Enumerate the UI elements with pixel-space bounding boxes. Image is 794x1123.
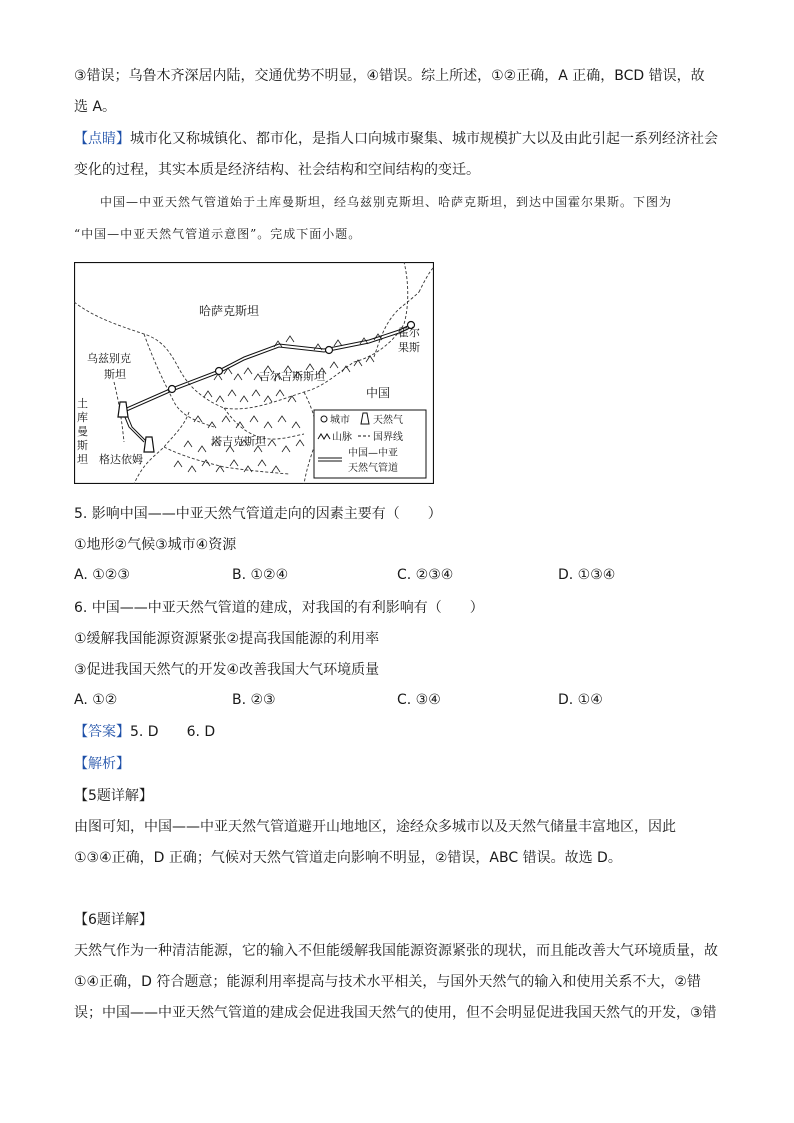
legend-border: 国界线 [373, 432, 403, 443]
pipeline-map [74, 262, 434, 484]
tip-text: 城市化又称城镇化、都市化，是指人口向城市聚集、城市规模扩大以及由此引起一系列经济社会 [130, 131, 718, 147]
label-kyrgyzstan: 吉尔吉斯斯坦 [259, 370, 325, 383]
legend-gas: 天然气 [373, 415, 403, 426]
intro-line-2: “中国—中亚天然气管道示意图”。完成下面小题。 [74, 227, 362, 241]
svg-text:坦: 坦 [77, 453, 88, 466]
detail5-line-1: 由图可知，中国——中亚天然气管道避开山地地区，途经众多城市以及天然气储量丰富地区，因此 [74, 819, 676, 835]
prev-paragraph-line-2: 选 A。 [74, 99, 117, 115]
q5-option-d: D. ①③④ [558, 567, 616, 583]
label-horgos-2: 果斯 [398, 341, 420, 354]
q5-option-c: C. ②③④ [397, 567, 454, 583]
intro-line-1: 中国—中亚天然气管道始于土库曼斯坦，经乌兹别克斯坦、哈萨克斯坦，到达中国霍尔果斯。下图为 [100, 195, 673, 209]
analysis-tag: 【解析】 [74, 756, 130, 772]
svg-text:斯: 斯 [77, 439, 88, 452]
detail6-line-3: 误；中国——中亚天然气管道的建成会促进我国天然气的使用，但不会明显促进我国天然气的开发，③错 [74, 1005, 717, 1021]
label-horgos-1: 霍尔 [398, 326, 420, 339]
label-turkmenistan [77, 396, 88, 466]
q5-stem: 5. 影响中国——中亚天然气管道走向的因素主要有（ ） [74, 506, 442, 522]
q6-option-b: B. ②③ [232, 692, 276, 708]
answer-text: 5. D 6. D [130, 724, 216, 740]
tip-line-1 [74, 129, 718, 149]
detail5-line-2: ①③④正确，D 正确；气候对天然气管道走向影响不明显，②错误，ABC 错误。故选 D。 [74, 850, 622, 866]
answer-line [74, 722, 215, 742]
detail6-title: 【6题详解】 [74, 912, 153, 928]
prev-paragraph-line-1: ③错误；乌鲁木齐深居内陆，交通优势不明显，④错误。综上所述，①②正确，A 正确，BCD 错误，故 [74, 68, 705, 84]
label-uzbekistan-2: 斯坦 [104, 368, 126, 381]
label-uzbekistan-1: 乌兹别克 [87, 352, 131, 365]
q6-stem: 6. 中国——中亚天然气管道的建成，对我国的有利影响有（ ） [74, 600, 484, 616]
q6-option-d: D. ①④ [558, 692, 603, 708]
legend-gas-icon [361, 413, 369, 424]
q6-option-a: A. ①② [74, 692, 118, 708]
legend-pipeline-2: 天然气管道 [348, 463, 398, 474]
svg-text:土: 土 [77, 397, 88, 410]
tip-tag: 【点睛】 [74, 131, 130, 147]
label-kazakhstan: 哈萨克斯坦 [199, 304, 260, 318]
legend-city: 城市 [330, 415, 350, 426]
detail5-title: 【5题详解】 [74, 788, 153, 804]
map-legend [314, 410, 426, 478]
answer-tag: 【答案】 [74, 724, 130, 740]
q5-items: ①地形②气候③城市④资源 [74, 537, 237, 553]
q5-option-b: B. ①②④ [232, 567, 289, 583]
tip-line-2: 变化的过程，其实本质是经济结构、社会结构和空间结构的变迁。 [74, 162, 480, 178]
legend-city-icon [321, 416, 327, 422]
q6-option-c: C. ③④ [397, 692, 441, 708]
q6-items-1: ①缓解我国能源资源紧张②提高我国能源的利用率 [74, 631, 380, 647]
legend-pipeline-1: 中国—中亚 [348, 448, 398, 459]
detail6-line-1: 天然气作为一种清洁能源，它的输入不但能缓解我国能源资源紧张的现状，而且能改善大气环境质量，故 [74, 943, 718, 959]
q6-items-2: ③促进我国天然气的开发④改善我国大气环境质量 [74, 662, 380, 678]
legend-mountain: 山脉 [332, 432, 352, 443]
detail6-line-2: ①④正确，D 符合题意；能源利用率提高与技术水平相关，与国外天然气的输入和使用关系不大，②错 [74, 974, 701, 990]
label-tajikistan: 塔吉克斯坦 [211, 435, 266, 448]
label-china: 中国 [366, 386, 391, 400]
svg-text:库: 库 [77, 411, 88, 424]
label-gedayiyi: 格达依姆 [99, 453, 143, 466]
q5-option-a: A. ①②③ [74, 567, 130, 583]
svg-text:曼: 曼 [77, 425, 88, 438]
